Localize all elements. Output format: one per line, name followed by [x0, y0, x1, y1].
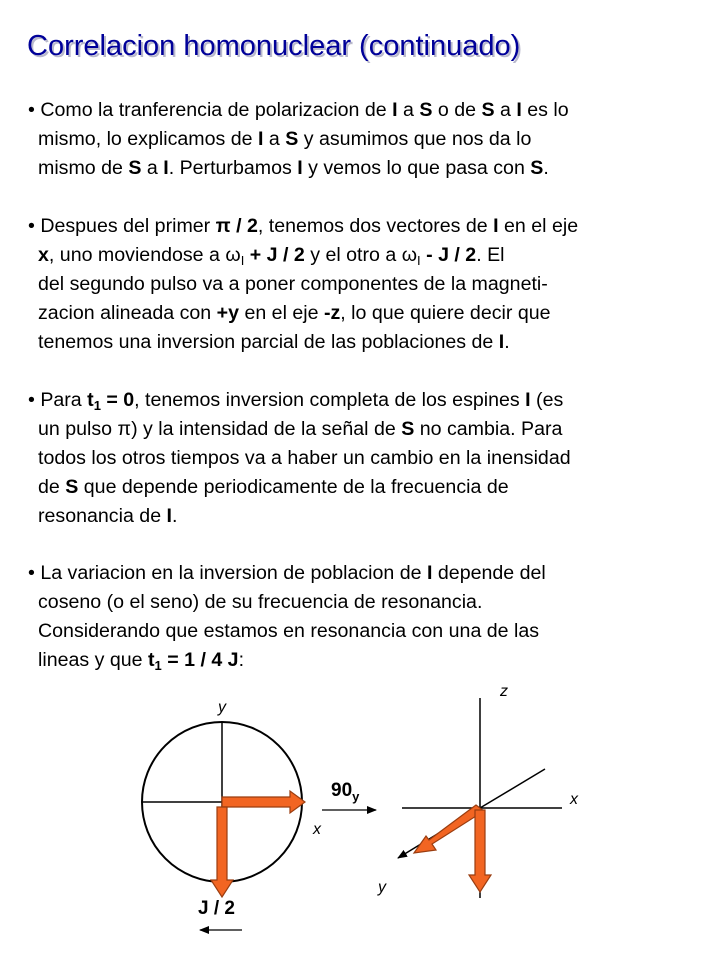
paragraph-4-line-1: • La variacion en la inversion de poblacion de I depende del	[28, 562, 546, 584]
paragraph-3-line-2: un pulso π) y la intensidad de la señal de S no cambia. Para	[38, 418, 563, 440]
pulse-subscript: y	[352, 789, 360, 804]
paragraph-2-line-2: x, uno moviendose a $\omega_I + J / 2$ y el otro a $\omega_I$ - J / 2. El	[38, 244, 505, 268]
paragraph-2-line-5: tenemos una inversion parcial de las poblaciones de I.	[38, 331, 510, 353]
paragraph-2-line-1: • Despues del primer π / 2, tenemos dos vectores de I en el eje	[28, 215, 579, 237]
vector-x	[222, 791, 305, 813]
paragraph-1-line-2: mismo, lo explicamos de I a S y asumimos que nos da lo	[38, 128, 532, 150]
vector-down	[211, 807, 233, 897]
y-axis-label-right: y	[378, 879, 386, 896]
vector-diagonal	[414, 805, 484, 853]
paragraph-3-line-1: • Para $t_1 = 0$, tenemos inversion completa de los espines I (es	[28, 389, 564, 413]
paragraph-2-line-3: del segundo pulso va a poner componentes de la magneti-	[38, 273, 548, 295]
paragraph-2-line-4: zacion alineada con +y en el eje -z, lo que quiere decir que	[38, 302, 551, 324]
diagonal-axis-line	[480, 769, 545, 808]
paragraph-3-line-4: de S que depende periodicamente de la frecuencia de	[38, 476, 509, 498]
y-axis-label: y	[218, 699, 226, 716]
paragraph-1-line-1: • Como la tranferencia de polarizacion de I a S o de S a I es lo	[28, 99, 569, 121]
j-half-label: J / 2	[198, 898, 235, 919]
lab-frame-right	[377, 683, 579, 898]
page-title: Correlacion homonuclear (continuado)	[27, 30, 521, 62]
paragraph-4-line-2: coseno (o el seno) de su frecuencia de resonancia.	[38, 591, 483, 613]
pulse-90y	[322, 780, 376, 810]
pulse-label: 90	[331, 780, 353, 801]
paragraph-1-line-3: mismo de S a I. Perturbamos I y vemos lo que pasa con S.	[38, 157, 549, 179]
bullet: •	[28, 99, 35, 121]
paragraph-3-line-5: resonancia de I.	[38, 505, 178, 527]
x-axis-label: x	[313, 821, 321, 838]
vector-minus-z	[469, 810, 491, 892]
paragraph-3-line-3: todos los otros tiempos va a haber un cambio en la inensidad	[38, 447, 571, 469]
svg-text:90y	[331, 780, 360, 804]
paragraph-4-line-3: Considerando que estamos en resonancia con una de las	[38, 620, 540, 642]
x-axis-label-right: x	[570, 791, 578, 808]
rotating-frame-left	[142, 699, 322, 930]
z-axis-label: z	[500, 683, 508, 700]
paragraph-4-line-4: lineas y que $t_1 = 1 / 4$ J:	[38, 649, 245, 673]
